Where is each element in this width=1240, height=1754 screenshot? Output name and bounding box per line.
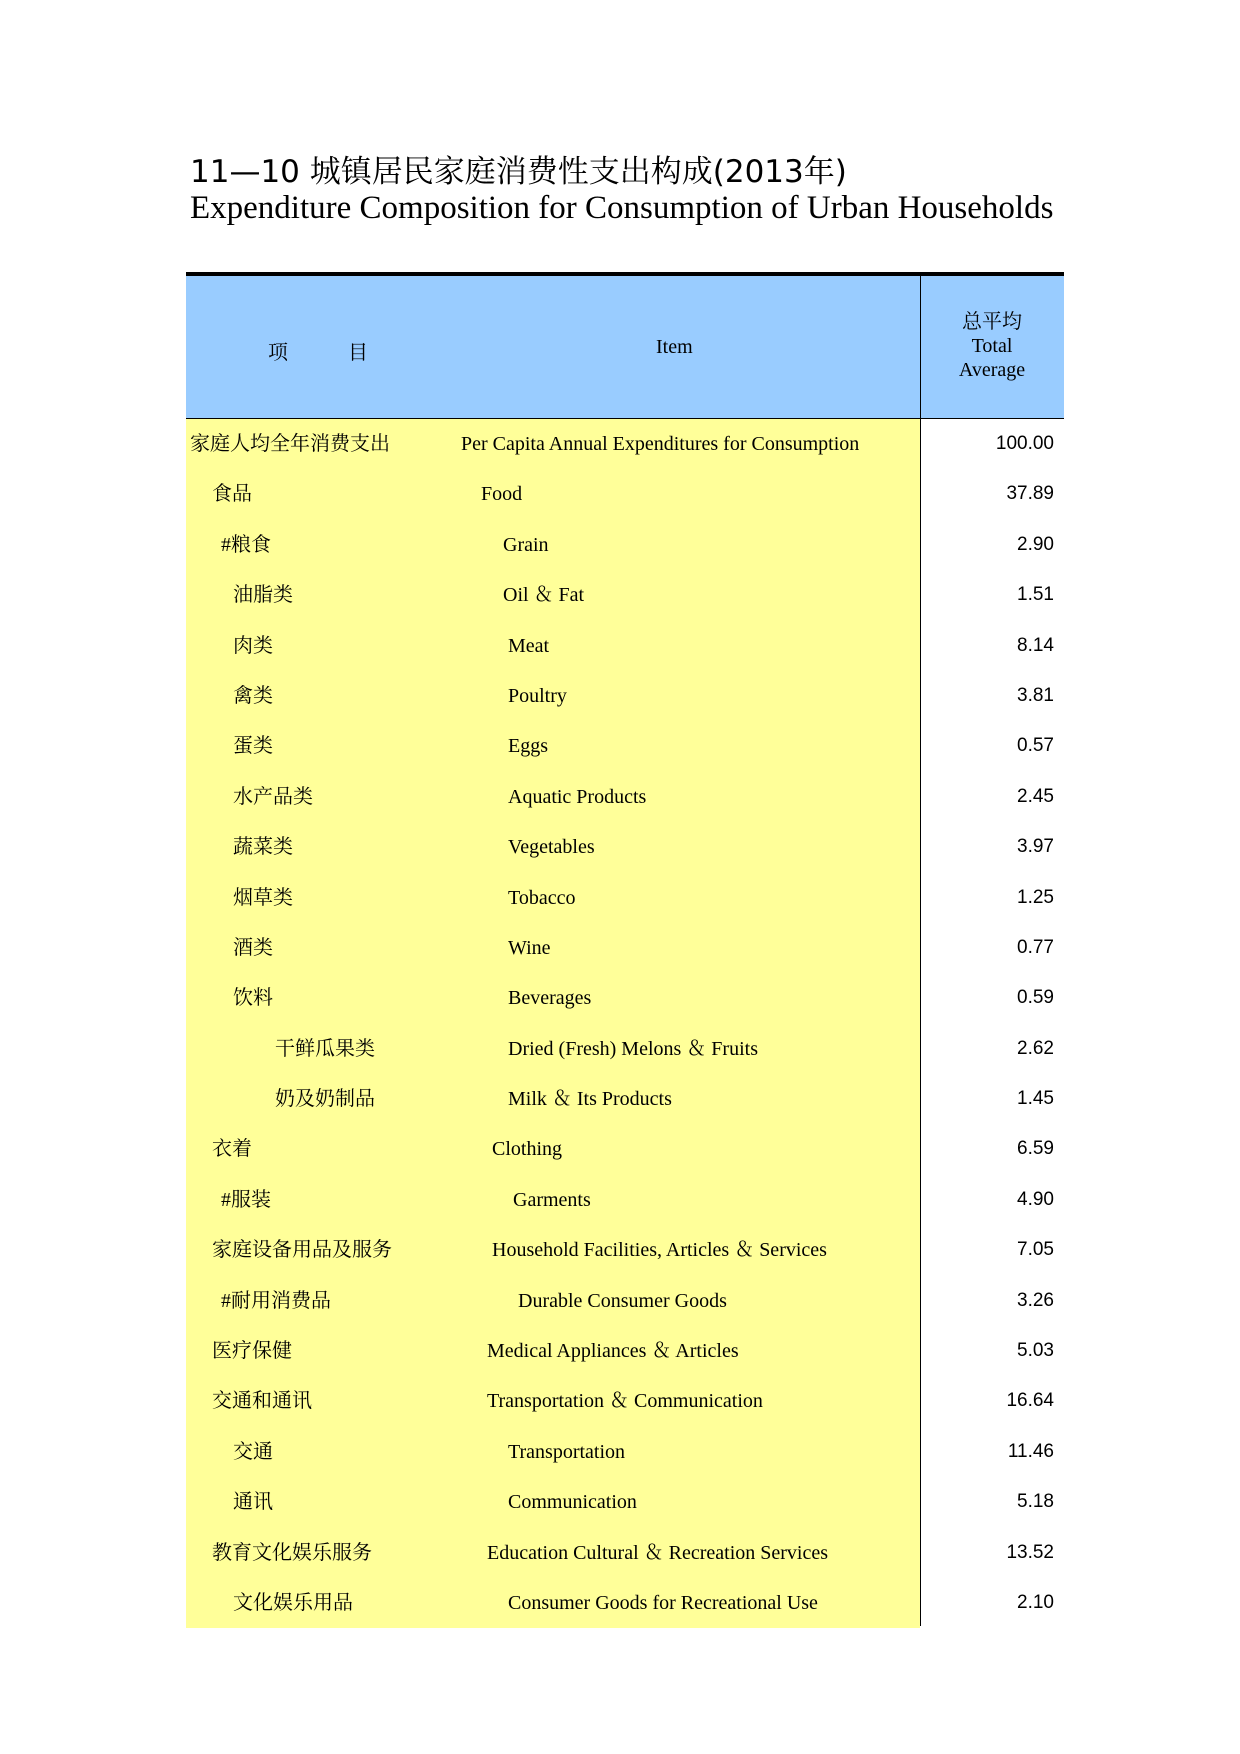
total-average-value: 2.45 — [1017, 785, 1054, 807]
item-cn: 饮料 — [233, 987, 273, 1010]
item-en: Aquatic Products — [508, 785, 647, 808]
item-cn: 教育文化娱乐服务 — [212, 1541, 372, 1564]
table-row — [186, 1124, 1064, 1174]
item-cn: #服装 — [221, 1188, 271, 1211]
total-average-value: 2.10 — [1017, 1591, 1054, 1613]
table-row — [186, 1024, 1064, 1074]
row-background — [186, 469, 920, 519]
item-en: Grain — [503, 533, 549, 556]
item-en: Vegetables — [508, 836, 595, 859]
total-average-value: 3.97 — [1017, 836, 1054, 858]
item-cn: 水产品类 — [233, 785, 313, 808]
total-average-value: 2.90 — [1017, 533, 1054, 555]
table-row — [186, 1578, 1064, 1628]
total-average-value: 0.57 — [1017, 735, 1054, 757]
item-cn: 蔬菜类 — [233, 836, 293, 859]
item-en: Durable Consumer Goods — [518, 1289, 727, 1312]
total-average-value: 1.45 — [1017, 1088, 1054, 1110]
item-cn: 奶及奶制品 — [275, 1088, 375, 1111]
table-body — [186, 419, 1064, 1628]
header-item-cn: 项 目 — [268, 342, 368, 364]
item-cn: 文化娱乐用品 — [233, 1591, 353, 1614]
total-average-value: 1.51 — [1017, 584, 1054, 606]
total-average-value: 3.26 — [1017, 1289, 1054, 1311]
item-en: Dried (Fresh) Melons ＆ Fruits — [508, 1037, 758, 1060]
table-row — [186, 721, 1064, 771]
table-row — [186, 1326, 1064, 1376]
total-average-value: 5.18 — [1017, 1491, 1054, 1513]
title-english: Expenditure Composition for Consumption of Urban Households — [190, 190, 1054, 226]
table-row — [186, 520, 1064, 570]
item-en: Clothing — [492, 1138, 563, 1161]
item-cn: 烟草类 — [233, 886, 293, 909]
item-en: Milk ＆ Its Products — [508, 1088, 672, 1111]
column-divider — [920, 276, 921, 1626]
total-average-value: 3.81 — [1017, 684, 1054, 706]
row-background — [186, 923, 920, 973]
table-row — [186, 621, 1064, 671]
item-en: Household Facilities, Articles ＆ Services — [492, 1239, 827, 1262]
total-average-value: 0.59 — [1017, 987, 1054, 1009]
total-average-value: 2.62 — [1017, 1037, 1054, 1059]
item-en: Consumer Goods for Recreational Use — [508, 1591, 818, 1614]
total-average-value: 37.89 — [1006, 483, 1054, 505]
table-row — [186, 1528, 1064, 1578]
table-row — [186, 1477, 1064, 1527]
total-average-value: 8.14 — [1017, 634, 1054, 656]
item-en: Per Capita Annual Expenditures for Consumption — [461, 433, 860, 455]
total-average-value: 7.05 — [1017, 1239, 1054, 1261]
table-header — [186, 276, 1064, 419]
item-en: Food — [481, 483, 523, 506]
total-average-value: 5.03 — [1017, 1340, 1054, 1362]
item-en: Meat — [508, 634, 550, 657]
item-cn: 衣着 — [212, 1138, 252, 1161]
expenditure-table — [186, 272, 1064, 1628]
row-background — [186, 621, 920, 671]
item-cn: 食品 — [212, 483, 252, 506]
item-cn: 干鲜瓜果类 — [275, 1037, 375, 1060]
item-cn: 肉类 — [233, 634, 273, 657]
item-en: Wine — [508, 936, 551, 959]
item-cn: 交通 — [233, 1440, 273, 1463]
item-cn: 医疗保健 — [212, 1340, 292, 1363]
item-cn: 家庭设备用品及服务 — [212, 1239, 392, 1262]
header-average-en: Average — [958, 359, 1026, 381]
item-en: Transportation — [508, 1440, 626, 1463]
header-total-cn: 总平均 — [962, 311, 1022, 333]
total-average-value: 100.00 — [995, 433, 1054, 454]
table-row — [186, 570, 1064, 620]
header-item-en: Item — [656, 336, 693, 358]
table-row — [186, 772, 1064, 822]
total-average-value: 11.46 — [1007, 1440, 1054, 1462]
table-row — [186, 1225, 1064, 1275]
header-total-average — [920, 310, 1064, 382]
table-row — [186, 822, 1064, 872]
table-row — [186, 469, 1064, 519]
table-row — [186, 1276, 1064, 1326]
item-en: Education Cultural ＆ Recreation Services — [487, 1541, 829, 1564]
table-row — [186, 1376, 1064, 1426]
item-en: Transportation ＆ Communication — [487, 1390, 763, 1413]
item-en: Communication — [508, 1491, 637, 1514]
item-en: Eggs — [508, 735, 548, 758]
item-en: Tobacco — [508, 886, 576, 909]
item-en: Medical Appliances ＆ Articles — [487, 1340, 739, 1363]
item-cn: 通讯 — [233, 1491, 273, 1514]
table-row — [186, 1427, 1064, 1477]
item-cn: #耐用消费品 — [221, 1289, 331, 1312]
item-en: Beverages — [508, 987, 592, 1010]
total-average-value: 0.77 — [1017, 936, 1054, 958]
title-chinese: 11—10 城镇居民家庭消费性支出构成(2013年) — [190, 154, 847, 190]
item-cn: 禽类 — [233, 684, 273, 707]
row-background — [186, 520, 920, 570]
item-cn: 油脂类 — [233, 584, 293, 607]
total-average-value: 6.59 — [1017, 1138, 1054, 1160]
item-cn: 交通和通讯 — [212, 1390, 312, 1413]
item-en: Oil ＆ Fat — [503, 584, 585, 607]
row-background — [186, 721, 920, 771]
table-row — [186, 873, 1064, 923]
table-row — [186, 671, 1064, 721]
table-row — [186, 419, 1064, 469]
total-average-value: 13.52 — [1006, 1541, 1054, 1563]
total-average-value: 16.64 — [1006, 1390, 1054, 1412]
item-cn: 酒类 — [233, 936, 273, 959]
item-en: Garments — [513, 1188, 591, 1211]
item-en: Poultry — [508, 684, 567, 707]
table-row — [186, 923, 1064, 973]
total-average-value: 1.25 — [1017, 886, 1054, 908]
item-cn: 家庭人均全年消费支出 — [190, 433, 390, 455]
header-total-en: Total — [971, 335, 1013, 357]
item-cn: #粮食 — [221, 533, 271, 556]
table-row — [186, 973, 1064, 1023]
total-average-value: 4.90 — [1017, 1188, 1054, 1210]
item-cn: 蛋类 — [233, 735, 273, 758]
table-row — [186, 1074, 1064, 1124]
table-row — [186, 1175, 1064, 1225]
